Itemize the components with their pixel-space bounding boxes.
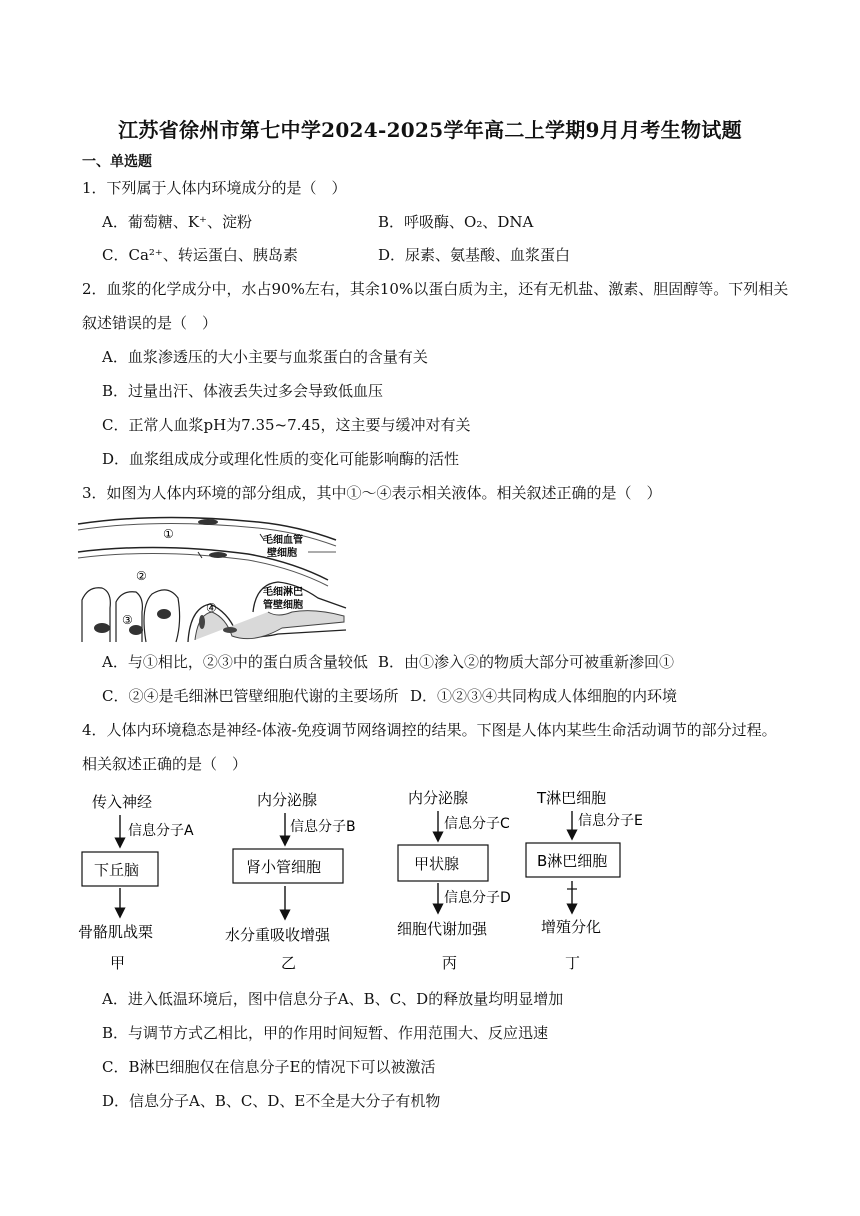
- q4-option-a: A．进入低温环境后，图中信息分子A、B、C、D的释放量均明显增加: [102, 990, 564, 1008]
- q4-process-ding: [526, 789, 643, 972]
- q4-yi-tag: 乙: [281, 954, 297, 972]
- q2-option-c: C．正常人血浆pH为7.35~7.45，这主要与缓冲对有关: [102, 416, 471, 434]
- q3-label-4: ④: [206, 601, 217, 615]
- q4-bing-top: 内分泌腺: [408, 789, 469, 807]
- q1-stem: 1．下列属于人体内环境成分的是（ ）: [82, 179, 347, 197]
- q2-stem-line2: 叙述错误的是（ ）: [82, 314, 218, 332]
- q4-ding-tag: 丁: [565, 954, 581, 972]
- q4-yi-result: 水分重吸收增强: [225, 926, 331, 944]
- q4-ding-top: T淋巴细胞: [537, 789, 607, 807]
- q4-yi-signal: 信息分子B: [290, 819, 356, 835]
- q4-bing-signal: 信息分子C: [444, 816, 510, 832]
- q3-tissue-diagram: [78, 512, 348, 644]
- q3-caption-lymph-1: 毛细淋巴: [263, 587, 303, 598]
- q4-bing-box: 甲状腺: [414, 855, 460, 873]
- q4-jia-result: 骨骼肌战栗: [78, 923, 154, 941]
- q1-option-c: C．Ca²⁺、转运蛋白、胰岛素: [102, 246, 298, 264]
- q4-yi-top: 内分泌腺: [257, 791, 318, 809]
- q2-stem-line1: 2．血浆的化学成分中，水占90%左右，其余10%以蛋白质为主，还有无机盐、激素、胆固醇等。下列相关: [82, 280, 789, 298]
- q4-yi-box: 肾小管细胞: [246, 858, 322, 876]
- q2-option-b: B．过量出汗、体液丢失过多会导致低血压: [102, 382, 384, 400]
- section-heading: 一、单选题: [82, 154, 152, 170]
- q2-option-a: A．血浆渗透压的大小主要与血浆蛋白的含量有关: [102, 348, 428, 366]
- q4-bing-tag: 丙: [442, 954, 458, 972]
- q1-option-a: A．葡萄糖、K⁺、淀粉: [102, 213, 252, 231]
- q4-bing-result: 细胞代谢加强: [397, 920, 488, 938]
- q3-option-d: D．①②③④共同构成人体细胞的内环境: [410, 687, 678, 705]
- q2-option-d: D．血浆组成成分或理化性质的变化可能影响酶的活性: [102, 450, 460, 468]
- q4-option-b: B．与调节方式乙相比，甲的作用时间短暂、作用范围大、反应迅速: [102, 1024, 549, 1042]
- q4-regulation-diagram: [70, 785, 643, 975]
- q3-option-c: C．②④是毛细淋巴管壁细胞代谢的主要场所: [102, 687, 399, 705]
- q4-jia-box: 下丘脑: [94, 861, 140, 879]
- q3-label-3: ③: [122, 613, 133, 627]
- q1-option-d: D．尿素、氨基酸、血浆蛋白: [378, 246, 571, 264]
- q4-jia-top: 传入神经: [92, 793, 153, 811]
- q4-option-d: D．信息分子A、B、C、D、E不全是大分子有机物: [102, 1092, 441, 1110]
- q4-ding-result: 增殖分化: [541, 918, 602, 936]
- q1-option-b: B．呼吸酶、O₂、DNA: [378, 213, 534, 231]
- q3-label-2: ②: [136, 569, 147, 583]
- q4-ding-signal: 信息分子E: [578, 813, 643, 829]
- q4-bing-signal2: 信息分子D: [444, 890, 511, 906]
- q3-option-b: B．由①渗入②的物质大部分可被重新渗回①: [378, 653, 675, 671]
- q3-option-a: A．与①相比，②③中的蛋白质含量较低: [102, 653, 368, 671]
- q4-jia-signal: 信息分子A: [128, 823, 194, 839]
- page-title: 江苏省徐州市第七中学2024-2025学年高二上学期9月月考生物试题: [118, 118, 742, 142]
- q4-option-c: C．B淋巴细胞仅在信息分子E的情况下可以被激活: [102, 1058, 436, 1076]
- q4-process-jia: [78, 793, 194, 972]
- q4-stem-line2: 相关叙述正确的是（ ）: [82, 755, 248, 773]
- q4-jia-tag: 甲: [110, 954, 126, 972]
- q4-stem-line1: 4．人体内环境稳态是神经-体液-免疫调节网络调控的结果。下图是人体内某些生命活动调节的部分过程。: [82, 721, 777, 739]
- q3-caption-blood-2: 壁细胞: [267, 548, 297, 559]
- q4-process-bing: [397, 789, 511, 972]
- q3-caption-blood-1: 毛细血管: [263, 535, 303, 546]
- q4-ding-box: B淋巴细胞: [537, 852, 608, 870]
- q3-stem: 3．如图为人体内环境的部分组成，其中①～④表示相关液体。相关叙述正确的是（ ）: [82, 484, 662, 502]
- q3-caption-lymph-2: 管壁细胞: [263, 600, 303, 611]
- q3-label-1: ①: [163, 527, 174, 541]
- q4-process-yi: [225, 791, 356, 972]
